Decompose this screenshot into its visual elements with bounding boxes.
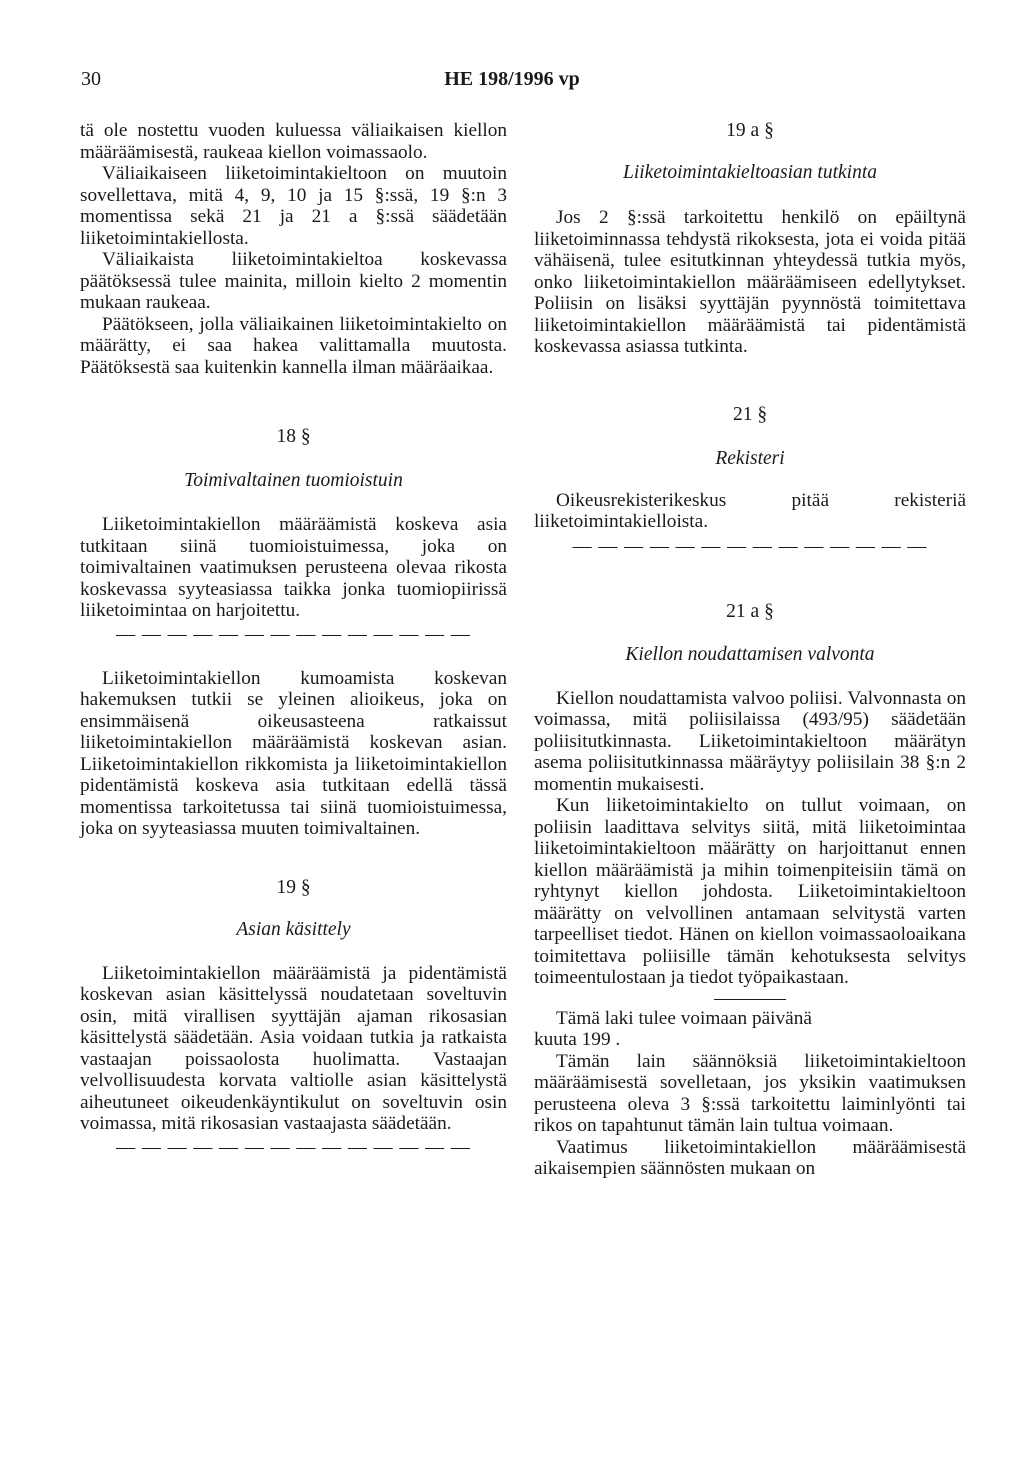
paragraph: Päätökseen, jolla väliaikainen liiketoimintakielto on määrätty, ei saa hakea valittamalla muutosta. Päätöksestä saa kuitenkin kannella ilman määräaikaa. [80,313,507,378]
omission-dashes: — — — — — — — — — — — — — — [116,1136,471,1158]
section-title: Liiketoimintakieltoasian tutkinta [622,162,877,183]
paragraph: Vaatimus liiketoimintakiellon määräämisestä aikaisempien säännösten mukaan on [534,1136,966,1179]
page-number: 30 [81,68,101,90]
section-number: 19 § [276,876,311,898]
paragraph: Liiketoimintakiellon kumoamista koskevan hakemuksen tutkii se yleinen alioikeus, joka on ensimmäisenä oikeusasteena ratkaissut liiketoimintakiellon määräämistä koskevan asian. Liiketoimintakiellon rikkomista ja liiketoimintakiellon pidentämistä koskeva asia tutkitaan edellä tässä momentissa tarkoitetussa tai siinä tuomioistuimessa, joka on syyteasiassa muuten toimivaltainen. [80,667,507,839]
paragraph: Väliaikaista liiketoimintakieltoa koskevassa päätöksessä tulee mainita, milloin kielto 2 momentin mukaan raukeaa. [80,249,507,313]
section-number: 21 § [732,403,768,425]
paragraph: Kun liiketoimintakielto on tullut voimaan, on poliisin laadittava selvitys siitä, mitä liiketoimintaa liiketoimintakieltoon määrätty on harjoittanut ennen kiellon määräämistä ja mihin toimenpiteisiin tämä on ryhtynyt kiellon johdosta. Liiketoimintakieltoon määrätty on velvollinen antamaan selvitystä varten tarpeelliset tiedot. Hänen on kiellon voimassaoloaikana toimitettava poliisille tämän kehotuksesta selvitys toimeentulostaan ja tiedot työpaikastaan. [534,795,966,988]
section-number: 21 a § [726,600,774,622]
omission-dashes: — — — — — — — — — — — — — — [116,623,471,645]
paragraph: tä ole nostettu vuoden kuluessa väliaikaisen kiellon määräämisestä, raukeaa kiellon voimassaolo. [80,120,507,163]
section-title: Asian käsittely [236,918,351,940]
paragraph: Liiketoimintakiellon määräämistä ja pidentämistä koskevan asian käsittelyssä noudatetaan soveltuvin osin, mitä virallisen syyttäjän ajaman rikosasian käsittelystä säädetään. Asia voidaan tutkia ja ratkaista vastaajan poissaolosta huolimatta. Vastaajan velvollisuudesta korvata valtiolle asian käsittelystä aiheutuneet oikeudenkäyntikulut on soveltuvin osin voimassa, mitä rikosasian vastaajasta säädetään. [80,962,507,1134]
running-head: HE 198/1996 vp [444,68,580,90]
left-column [80,120,507,1159]
section-title: Kiellon noudattamisen valvonta [625,643,875,665]
end-rule [714,999,786,1000]
section-number: 19 a § [726,120,774,141]
paragraph: Liiketoimintakiellon määräämistä koskeva asia tutkitaan siinä tuomioistuimessa, joka on toimivaltainen vaatimuksen perusteena olevaa rikosta koskevassa syyteasiassa taikka jonka tuomiopiirissä liiketoimintaa on harjoitettu. [80,514,507,621]
paragraph: Tämän lain säännöksiä liiketoimintakieltoon määräämisestä sovelletaan, jos yksikin vaatimuksen perusteena oleva 3 §:ssä tarkoitettu laiminlyönti tai rikos on tapahtunut tämän lain tultua voimaan. [534,1050,966,1136]
entry-into-force-date: kuuta 199 . [534,1029,621,1050]
section-title: Toimivaltainen tuomioistuin [184,470,403,491]
paragraph: Väliaikaiseen liiketoimintakieltoon on muutoin sovellettava, mitä 4, 9, 10 ja 15 §:ssä, 19 §:n 3 momentissa sekä 21 ja 21 a §:ssä säädetään liiketoimintakiellosta. [80,163,507,249]
section-number: 18 § [276,426,311,447]
paragraph: Kiellon noudattamista valvoo poliisi. Valvonnasta on voimassa, mitä poliisilaissa (493/95) säädetään poliisitutkinnasta. Liiketoimintakieltoon määrätyn asema poliisitutkinnassa määräytyy poliisilain 38 §:n 2 momentin mukaisesti. [534,687,966,795]
page-header [0,68,1024,98]
right-column [534,120,966,1180]
entry-into-force-line: Tämä laki tulee voimaan päivänä [556,1007,812,1029]
omission-dashes: — — — — — — — — — — — — — — [572,535,928,557]
paragraph: Oikeusrekisterikeskus pitää rekisteriä liiketoimintakielloista. [534,489,966,532]
section-title: Rekisteri [715,447,785,469]
paragraph: Jos 2 §:ssä tarkoitettu henkilö on epäiltynä liiketoiminnassa tehdystä rikoksesta, jota ei voida pitää vähäisenä, tulee esitutkinnan yhteydessä tutkia myös, onko liiketoimintakiellon määräämiseen edellytykset. Poliisin on lisäksi syyttäjän pyynnöstä toimitettava liiketoimintakiellon määräämistä tai pidentämistä koskevassa asiassa tutkinta. [534,207,966,357]
